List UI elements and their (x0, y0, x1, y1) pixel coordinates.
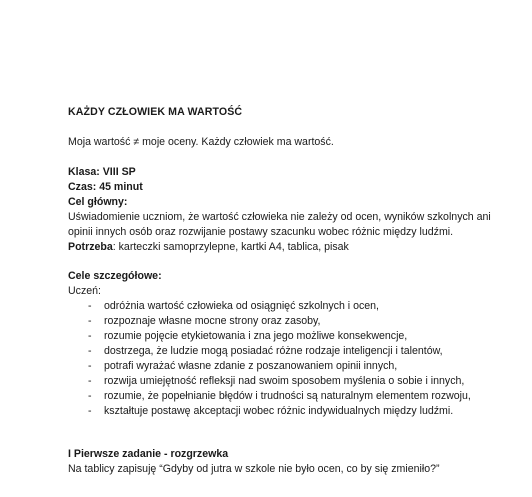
cel-glowny-text-line1: Uświadomienie uczniom, że wartość człowieka nie zależy od ocen, wyników szkolnych ani (68, 211, 491, 223)
bullet-dash: - (88, 300, 92, 312)
bullet-dash: - (88, 315, 92, 327)
list-item (68, 344, 528, 359)
list-item (68, 299, 528, 314)
potrzeba-line (68, 240, 528, 255)
uczen-label: Uczeń: (68, 285, 101, 297)
cele-szczegolowe-label: Cele szczegółowe: (68, 270, 162, 282)
bullet-dash: - (88, 360, 92, 372)
goal-text: rozpoznaje własne mocne strony oraz zasoby, (104, 315, 321, 327)
klasa-label: Klasa: VIII SP (68, 166, 136, 178)
list-item (68, 314, 528, 329)
bullet-dash: - (88, 375, 92, 387)
goal-text: rozumie, że popełnianie błędów i trudności są naturalnym elementem rozwoju, (104, 390, 471, 402)
goal-text: rozwija umiejętność refleksji nad swoim sposobem myślenia o sobie i innych, (104, 375, 465, 387)
goal-text: dostrzega, że ludzie mogą posiadać różne rodzaje inteligencji i talentów, (104, 345, 443, 357)
bullet-dash: - (88, 405, 92, 417)
goal-text: rozumie pojęcie etykietowania i zna jego możliwe konsekwencje, (104, 330, 408, 342)
list-item (68, 329, 528, 344)
spacer (68, 419, 528, 447)
document-page (68, 105, 528, 477)
bullet-dash: - (88, 330, 92, 342)
bullet-dash: - (88, 345, 92, 357)
list-item (68, 374, 528, 389)
czas-label: Czas: 45 minut (68, 181, 143, 193)
goal-text: odróżnia wartość człowieka od osiągnięć szkolnych i ocen, (104, 300, 379, 312)
goals-list (68, 299, 528, 419)
goal-text: potrafi wyrażać własne zdanie z poszanowaniem opinii innych, (104, 360, 398, 372)
list-item (68, 389, 528, 404)
intro-text: Moja wartość ≠ moje oceny. Każdy człowiek ma wartość. (68, 136, 334, 148)
bullet-dash: - (88, 390, 92, 402)
task1-heading: I Pierwsze zadanie - rozgrzewka (68, 448, 229, 460)
potrzeba-label: Potrzeba (68, 241, 113, 253)
list-item (68, 359, 528, 374)
goal-text: kształtuje postawę akceptacji wobec różnic indywidualnych między ludźmi. (104, 405, 454, 417)
list-item (68, 404, 528, 419)
potrzeba-text: : karteczki samoprzylepne, kartki A4, tablica, pisak (112, 241, 349, 253)
cel-glowny-text-line2: opinii innych osób oraz rozwijanie postawy szacunku wobec różnic między ludźmi. (68, 226, 454, 238)
cel-glowny-label: Cel główny: (68, 196, 128, 208)
spacer (68, 255, 528, 269)
task1-text: Na tablicy zapisuję “Gdyby od jutra w szkole nie było ocen, co by się zmieniło?” (68, 463, 440, 475)
document-title: KAŻDY CZŁOWIEK MA WARTOŚĆ (68, 106, 243, 118)
